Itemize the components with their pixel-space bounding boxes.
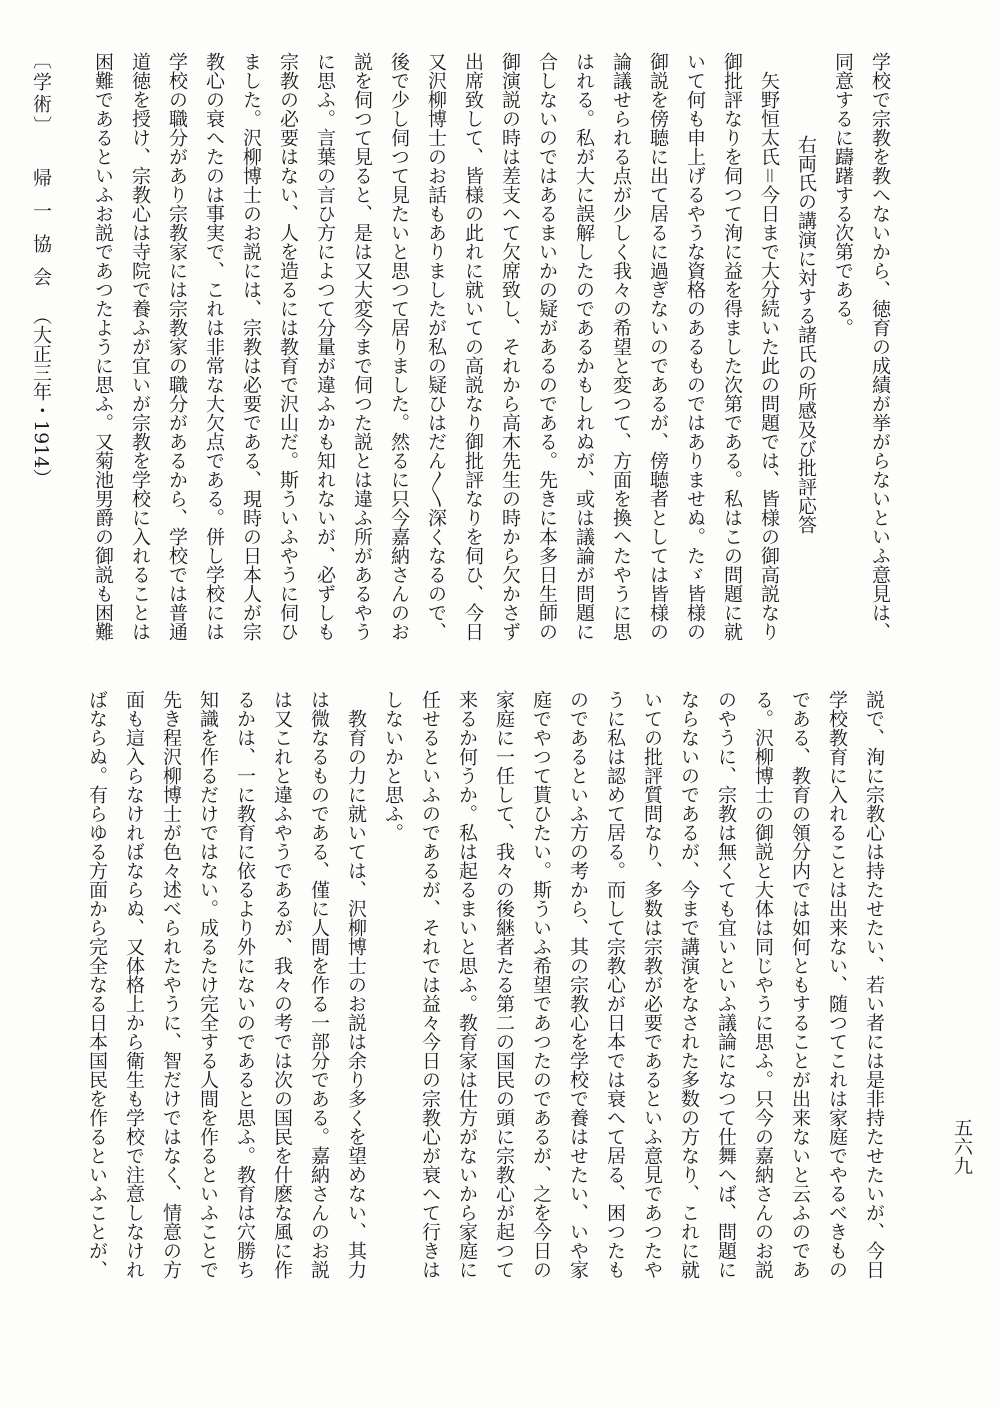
text-line: ばならぬ。有らゆる方面から完全なる日本国民を作るといふことが、: [86, 690, 108, 1279]
text-line: 困難であるといふお説であつたように思ふ。又菊池男爵の御説も困難: [92, 52, 114, 641]
text-line: 御演説の時は差支へて欠席致し、それから高木先生の時から欠かさず: [499, 52, 521, 641]
text-line: 学校の職分があり宗教家には宗教家の職分があるから、学校では普通: [166, 52, 188, 641]
text-line: のであるといふ方の考から、其の宗教心を学校で養はせたい、いや家: [567, 690, 589, 1279]
text-line: 来るか何うか。私は起るまいと思ふ。教育家は仕方がないから家庭に: [456, 690, 478, 1279]
text-line: ならないのであるが、今まで講演をなされた多数の方なり、これに就: [678, 690, 700, 1279]
text-line: いての批評質問なり、多数は宗教が必要であるといふ意見であつたや: [641, 690, 663, 1279]
text-line: 合しないのではあるまいかの疑があるのである。先きに本多日生師の: [536, 52, 558, 641]
text-line: 又沢柳博士のお話もありましたが私の疑ひはだん〳〵深くなるので、: [425, 52, 447, 641]
text-line: 宗教の必要はない、人を造るには教育で沢山だ。斯ういふやうに伺ひ: [277, 52, 299, 641]
text-line: 出席致して、皆様の此れに就いての高説なり御批評なりを伺ひ、今日: [462, 52, 484, 641]
section-heading: 右両氏の講演に対する諸氏の所感及び批評応答: [795, 135, 817, 534]
text-line: 先き程沢柳博士が色々述べられたやうに、智だけではなく、情意の方: [160, 690, 182, 1279]
text-line: は微なるものである、僅に人間を作る一部分である。嘉納さんのお説: [308, 690, 330, 1279]
text-line: 教育の力に就いては、沢柳博士のお説は余り多くを望めない、其力: [345, 709, 367, 1279]
text-line: に思ふ。言葉の言ひ方によつて分量が違ふかも知れないが、必ずしも: [314, 52, 336, 641]
text-line: 家庭に一任して、我々の後継者たる第二の国民の頭に宗教心が起つて: [493, 690, 515, 1279]
text-line: ました。沢柳博士のお説には、宗教は必要である、現時の日本人が宗: [240, 52, 262, 641]
text-line: うに私は認めて居る。而して宗教心が日本では衰へて居る、困つたも: [604, 690, 626, 1279]
text-line: 任せるといふのであるが、それでは益々今日の宗教心が衰へて行きは: [419, 690, 441, 1279]
text-line: 論議せられる点が少しく我々の希望と変つて、方面を換へたやうに思: [610, 52, 632, 641]
text-line: 説で、洵に宗教心は持たせたい、若い者には是非持たせたいが、今日: [863, 690, 885, 1279]
page-number: 五六九: [951, 1118, 973, 1175]
footer-date: （大正三年・1914）: [30, 306, 52, 488]
text-line: 同意するに躊躇する次第である。: [832, 52, 854, 337]
text-line: る。沢柳博士の御説と大体は同じやうに思ふ。只今の嘉納さんのお説: [752, 690, 774, 1279]
text-line: 学校教育に入れることは出来ない、随つてこれは家庭でやるべきもの: [826, 690, 848, 1279]
text-line: 教心の衰へたのは事実で、これは非常な大欠点である。併し学校には: [203, 52, 225, 641]
text-line: 知識を作るだけではない。成るたけ完全する人間を作るといふことで: [197, 690, 219, 1279]
text-line: 学校で宗教を教へないから、徳育の成績が挙がらないといふ意見は、: [869, 52, 891, 641]
text-line: 面も這入らなければならぬ、又体格上から衛生も学校で注意しなけれ: [123, 690, 145, 1279]
text-line: 道徳を授け、宗教心は寺院で養ふが宜いが宗教を学校に入れることは: [129, 52, 151, 641]
text-line: 御説を傍聴に出て居るに過ぎないのであるが、傍聴者としては皆様の: [647, 52, 669, 641]
text-line: はれる。私が大に誤解したのであるかもしれぬが、或は議論が問題に: [573, 52, 595, 641]
running-footer: [22, 50, 59, 487]
text-line: は又これと違ふやうであるが、我々の考では次の国民を什麽な風に作: [271, 690, 293, 1279]
text-line: るかは、一に教育に依るより外にないのであると思ふ。教育は穴勝ち: [234, 690, 256, 1279]
text-line: 矢野恒太氏＝今日まで大分続いた此の問題では、皆様の御高説なり: [758, 71, 780, 642]
footer-section-label: 〔学術〕: [30, 50, 52, 138]
text-line: しないかと思ふ。: [382, 690, 404, 842]
lower-text-block: [78, 690, 892, 1290]
text-line: である、教育の領分内では如何ともすることが出来ないと云ふのであ: [789, 690, 811, 1279]
footer-society-name: 帰一協会: [30, 168, 52, 300]
text-line: のやうに、宗教は無くても宜いといふ議論になつて仕舞へば、問題に: [715, 690, 737, 1279]
text-line: いて何も申上げるやうな資格のあるものではありませぬ。たゞ皆様の: [684, 52, 706, 641]
text-line: 御批評なりを伺つて洵に益を得ました次第である。私はこの問題に就: [721, 52, 743, 641]
upper-text-block: [84, 52, 898, 652]
text-line: 説を伺つて見ると、是は又大変今まで伺つた説とは違ふ所があるやう: [351, 52, 373, 641]
text-line: 後で少し伺つて見たいと思つて居りました。然るに只今嘉納さんのお: [388, 52, 410, 641]
text-line: 庭でやつて貰ひたい。斯ういふ希望であつたのであるが、之を今日の: [530, 690, 552, 1279]
